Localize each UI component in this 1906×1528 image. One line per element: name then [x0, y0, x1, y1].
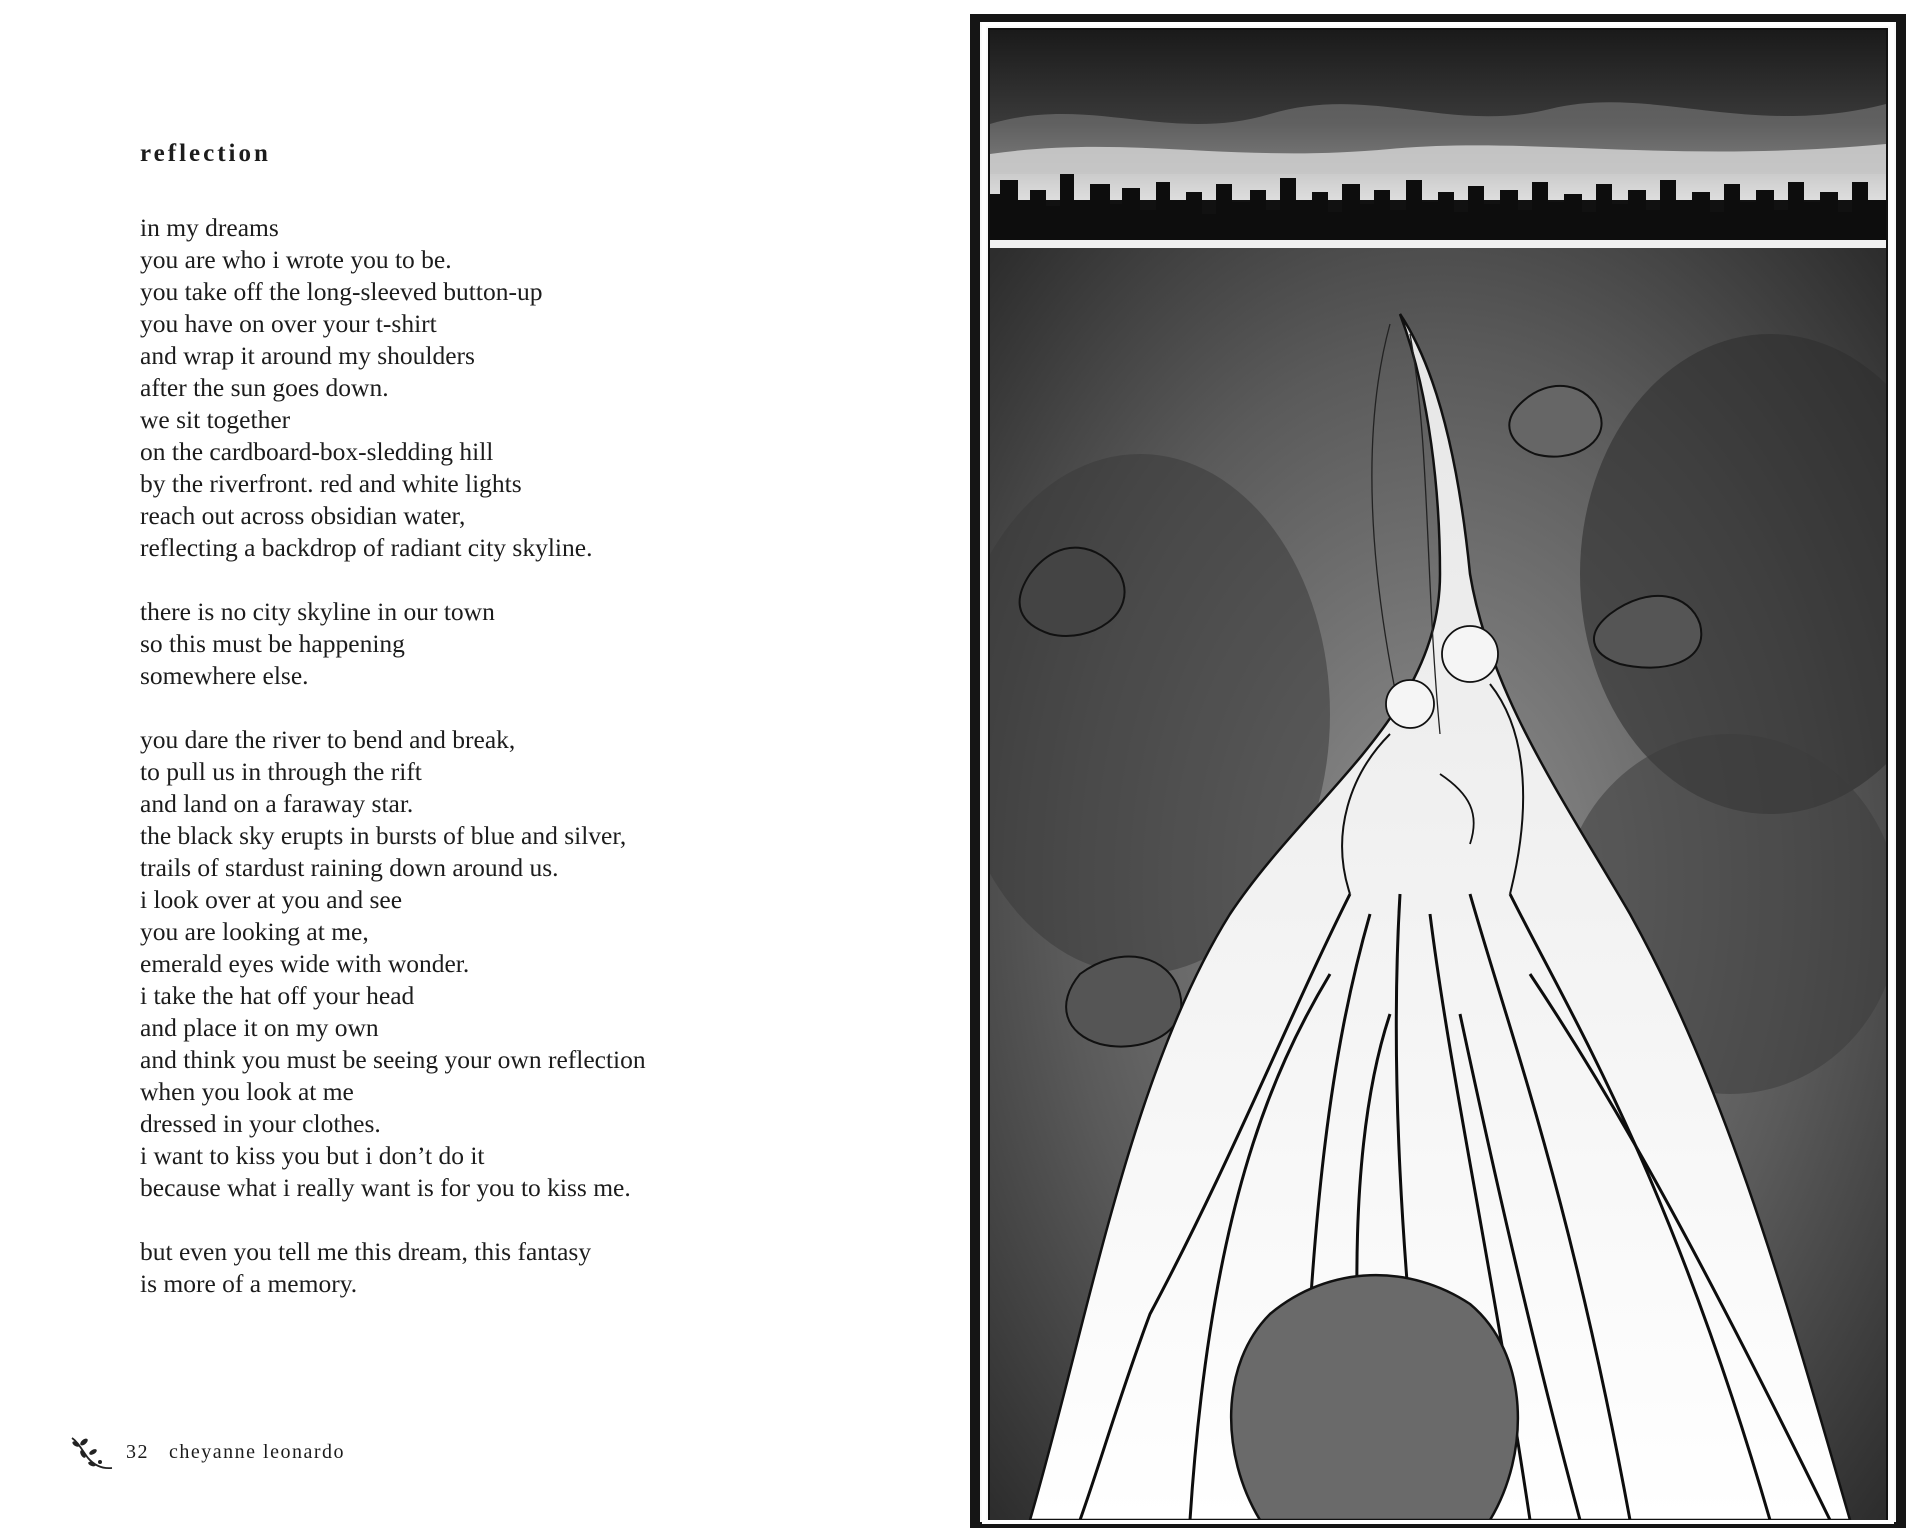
poem-line: and wrap it around my shoulders — [140, 341, 475, 370]
poem-line: and think you must be seeing your own reflection — [140, 1045, 646, 1074]
poem-line: in my dreams — [140, 213, 279, 242]
poem-line: because what i really want is for you to kiss me. — [140, 1173, 631, 1202]
poem-line: you dare the river to bend and break, — [140, 725, 516, 754]
poem-line: trails of stardust raining down around us. — [140, 853, 559, 882]
poem-line: reflecting a backdrop of radiant city skyline. — [140, 533, 593, 562]
right-page — [970, 14, 1906, 1528]
poem-line: after the sun goes down. — [140, 373, 389, 402]
poem-line: emerald eyes wide with wonder. — [140, 949, 470, 978]
leaf-sprig-icon — [66, 1432, 116, 1472]
author-name: cheyanne leonardo — [169, 1440, 345, 1463]
poem-line: i look over at you and see — [140, 885, 403, 914]
poem-line: to pull us in through the rift — [140, 757, 422, 786]
poem-line: and place it on my own — [140, 1013, 379, 1042]
poem-line: i take the hat off your head — [140, 981, 415, 1010]
river-lovers-illustration — [970, 14, 1906, 1528]
poem-line: dressed in your clothes. — [140, 1109, 381, 1138]
stanza — [140, 212, 920, 564]
stanza — [140, 1236, 920, 1300]
stanza — [140, 724, 920, 1204]
poem-line: reach out across obsidian water, — [140, 501, 466, 530]
poem-line: the black sky erupts in bursts of blue and silver, — [140, 821, 627, 850]
poem-line: by the riverfront. red and white lights — [140, 469, 522, 498]
page-footer — [66, 1432, 345, 1472]
page-number: 32 — [126, 1440, 149, 1463]
poem-line: when you look at me — [140, 1077, 354, 1106]
poem-title: reflection — [140, 140, 271, 167]
poem-line: somewhere else. — [140, 661, 309, 690]
poem-line: so this must be happening — [140, 629, 405, 658]
poem-line: you have on over your t-shirt — [140, 309, 437, 338]
poem-body — [140, 212, 920, 1332]
poem-line: you are who i wrote you to be. — [140, 245, 452, 274]
poem-line: is more of a memory. — [140, 1269, 358, 1298]
poem-line: there is no city skyline in our town — [140, 597, 495, 626]
poem-line: you are looking at me, — [140, 917, 369, 946]
poem-line: we sit together — [140, 405, 291, 434]
poem-line: but even you tell me this dream, this fantasy — [140, 1237, 592, 1266]
poem-line: and land on a faraway star. — [140, 789, 414, 818]
poem-line: on the cardboard-box-sledding hill — [140, 437, 494, 466]
poem-line: i want to kiss you but i don’t do it — [140, 1141, 485, 1170]
poem-line: you take off the long-sleeved button-up — [140, 277, 543, 306]
stanza — [140, 596, 920, 692]
